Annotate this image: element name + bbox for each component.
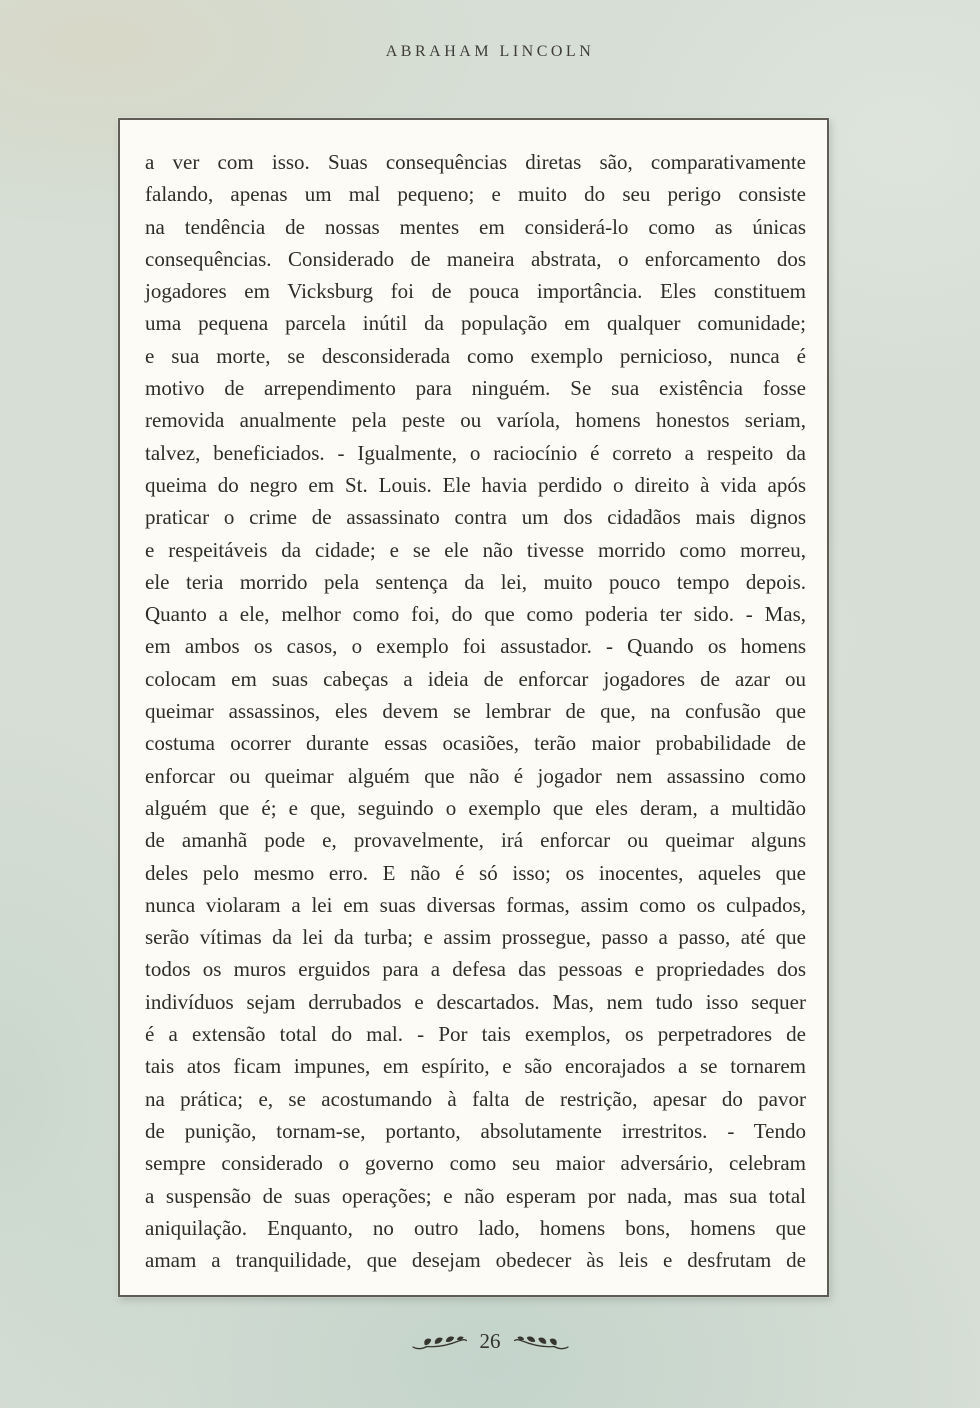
- body-text-column: [145, 146, 806, 1276]
- laurel-sprig-icon-mirrored: [514, 1334, 570, 1350]
- body-text-line: costuma ocorrer durante essas ocasiões, terão maior probabilidade de: [145, 731, 806, 756]
- body-text-line: queima do negro em St. Louis. Ele havia perdido o direito à vida após: [145, 472, 806, 497]
- body-text-line: queimar assassinos, eles devem se lembrar de que, na confusão que: [145, 699, 806, 724]
- body-text-line: serão vítimas da lei da turba; e assim prossegue, passo a passo, até que: [145, 925, 806, 950]
- body-text-line: motivo de arrependimento para ninguém. Se sua existência fosse: [145, 376, 806, 401]
- body-text-line: Quanto a ele, melhor como foi, do que como poderia ter sido. - Mas,: [145, 602, 806, 627]
- body-text-line: uma pequena parcela inútil da população em qualquer comunidade;: [145, 311, 806, 336]
- body-text-line: e respeitáveis da cidade; e se ele não tivesse morrido como morreu,: [145, 537, 806, 562]
- page-number: 26: [479, 1329, 501, 1353]
- body-text-line: praticar o crime de assassinato contra um dos cidadãos mais dignos: [145, 505, 806, 530]
- body-text-line: alguém que é; e que, seguindo o exemplo que eles deram, a multidão: [145, 795, 806, 820]
- body-text-line: nunca violaram a lei em suas diversas formas, assim como os culpados,: [145, 892, 806, 917]
- text-frame: [118, 118, 829, 1297]
- body-text-line: é a extensão total do mal. - Por tais exemplos, os perpetradores de: [145, 1022, 806, 1047]
- body-text-line: falando, apenas um mal pequeno; e muito do seu perigo consiste: [145, 182, 806, 207]
- body-text-line: a ver com isso. Suas consequências diretas são, comparativamente: [145, 150, 806, 174]
- body-text-line: removida anualmente pela peste ou varíola, homens honestos seriam,: [145, 408, 806, 433]
- body-text-line: talvez, beneficiados. - Igualmente, o raciocínio é correto a respeito da: [145, 440, 806, 465]
- body-text-line: em ambos os casos, o exemplo foi assustador. - Quando os homens: [145, 634, 806, 659]
- body-text-line: deles pelo mesmo erro. E não é só isso; os inocentes, aqueles que: [145, 860, 806, 885]
- body-text-line: na tendência de nossas mentes em considerá-lo como as únicas: [145, 214, 806, 239]
- body-text-line: ele teria morrido pela sentença da lei, muito pouco tempo depois.: [145, 569, 806, 594]
- body-text-line: na prática; e, se acostumando à falta de restrição, apesar do pavor: [145, 1086, 806, 1111]
- body-text-line: de punição, tornam-se, portanto, absolutamente irrestritos. - Tendo: [145, 1118, 806, 1143]
- body-text-line: indivíduos sejam derrubados e descartados. Mas, nem tudo isso sequer: [145, 989, 806, 1014]
- laurel-sprig-icon: [411, 1334, 467, 1350]
- body-text-line: enforcar ou queimar alguém que não é jogador nem assassino como: [145, 763, 806, 788]
- body-text-line: consequências. Considerado de maneira abstrata, o enforcamento dos: [145, 246, 806, 271]
- body-text-line: e sua morte, se desconsiderada como exemplo pernicioso, nunca é: [145, 343, 806, 368]
- body-text-line: jogadores em Vicksburg foi de pouca importância. Eles constituem: [145, 279, 806, 304]
- body-text-line: de amanhã pode e, provavelmente, irá enforcar ou queimar alguns: [145, 828, 806, 853]
- body-text-line: aniquilação. Enquanto, no outro lado, homens bons, homens que: [145, 1215, 806, 1240]
- body-text-line: sempre considerado o governo como seu maior adversário, celebram: [145, 1151, 806, 1176]
- running-header: ABRAHAM LINCOLN: [385, 43, 595, 60]
- body-text-line: todos os muros erguidos para a defesa das pessoas e propriedades dos: [145, 957, 806, 982]
- body-text-line: a suspensão de suas operações; e não esperam por nada, mas sua total: [145, 1183, 806, 1208]
- body-text-line: colocam em suas cabeças a ideia de enforcar jogadores de azar ou: [145, 666, 806, 691]
- body-text-line: amam a tranquilidade, que desejam obedecer às leis e desfrutam de: [145, 1248, 806, 1273]
- body-text-line: tais atos ficam impunes, em espírito, e são encorajados a se tornarem: [145, 1054, 806, 1079]
- page-footer: [0, 1329, 980, 1354]
